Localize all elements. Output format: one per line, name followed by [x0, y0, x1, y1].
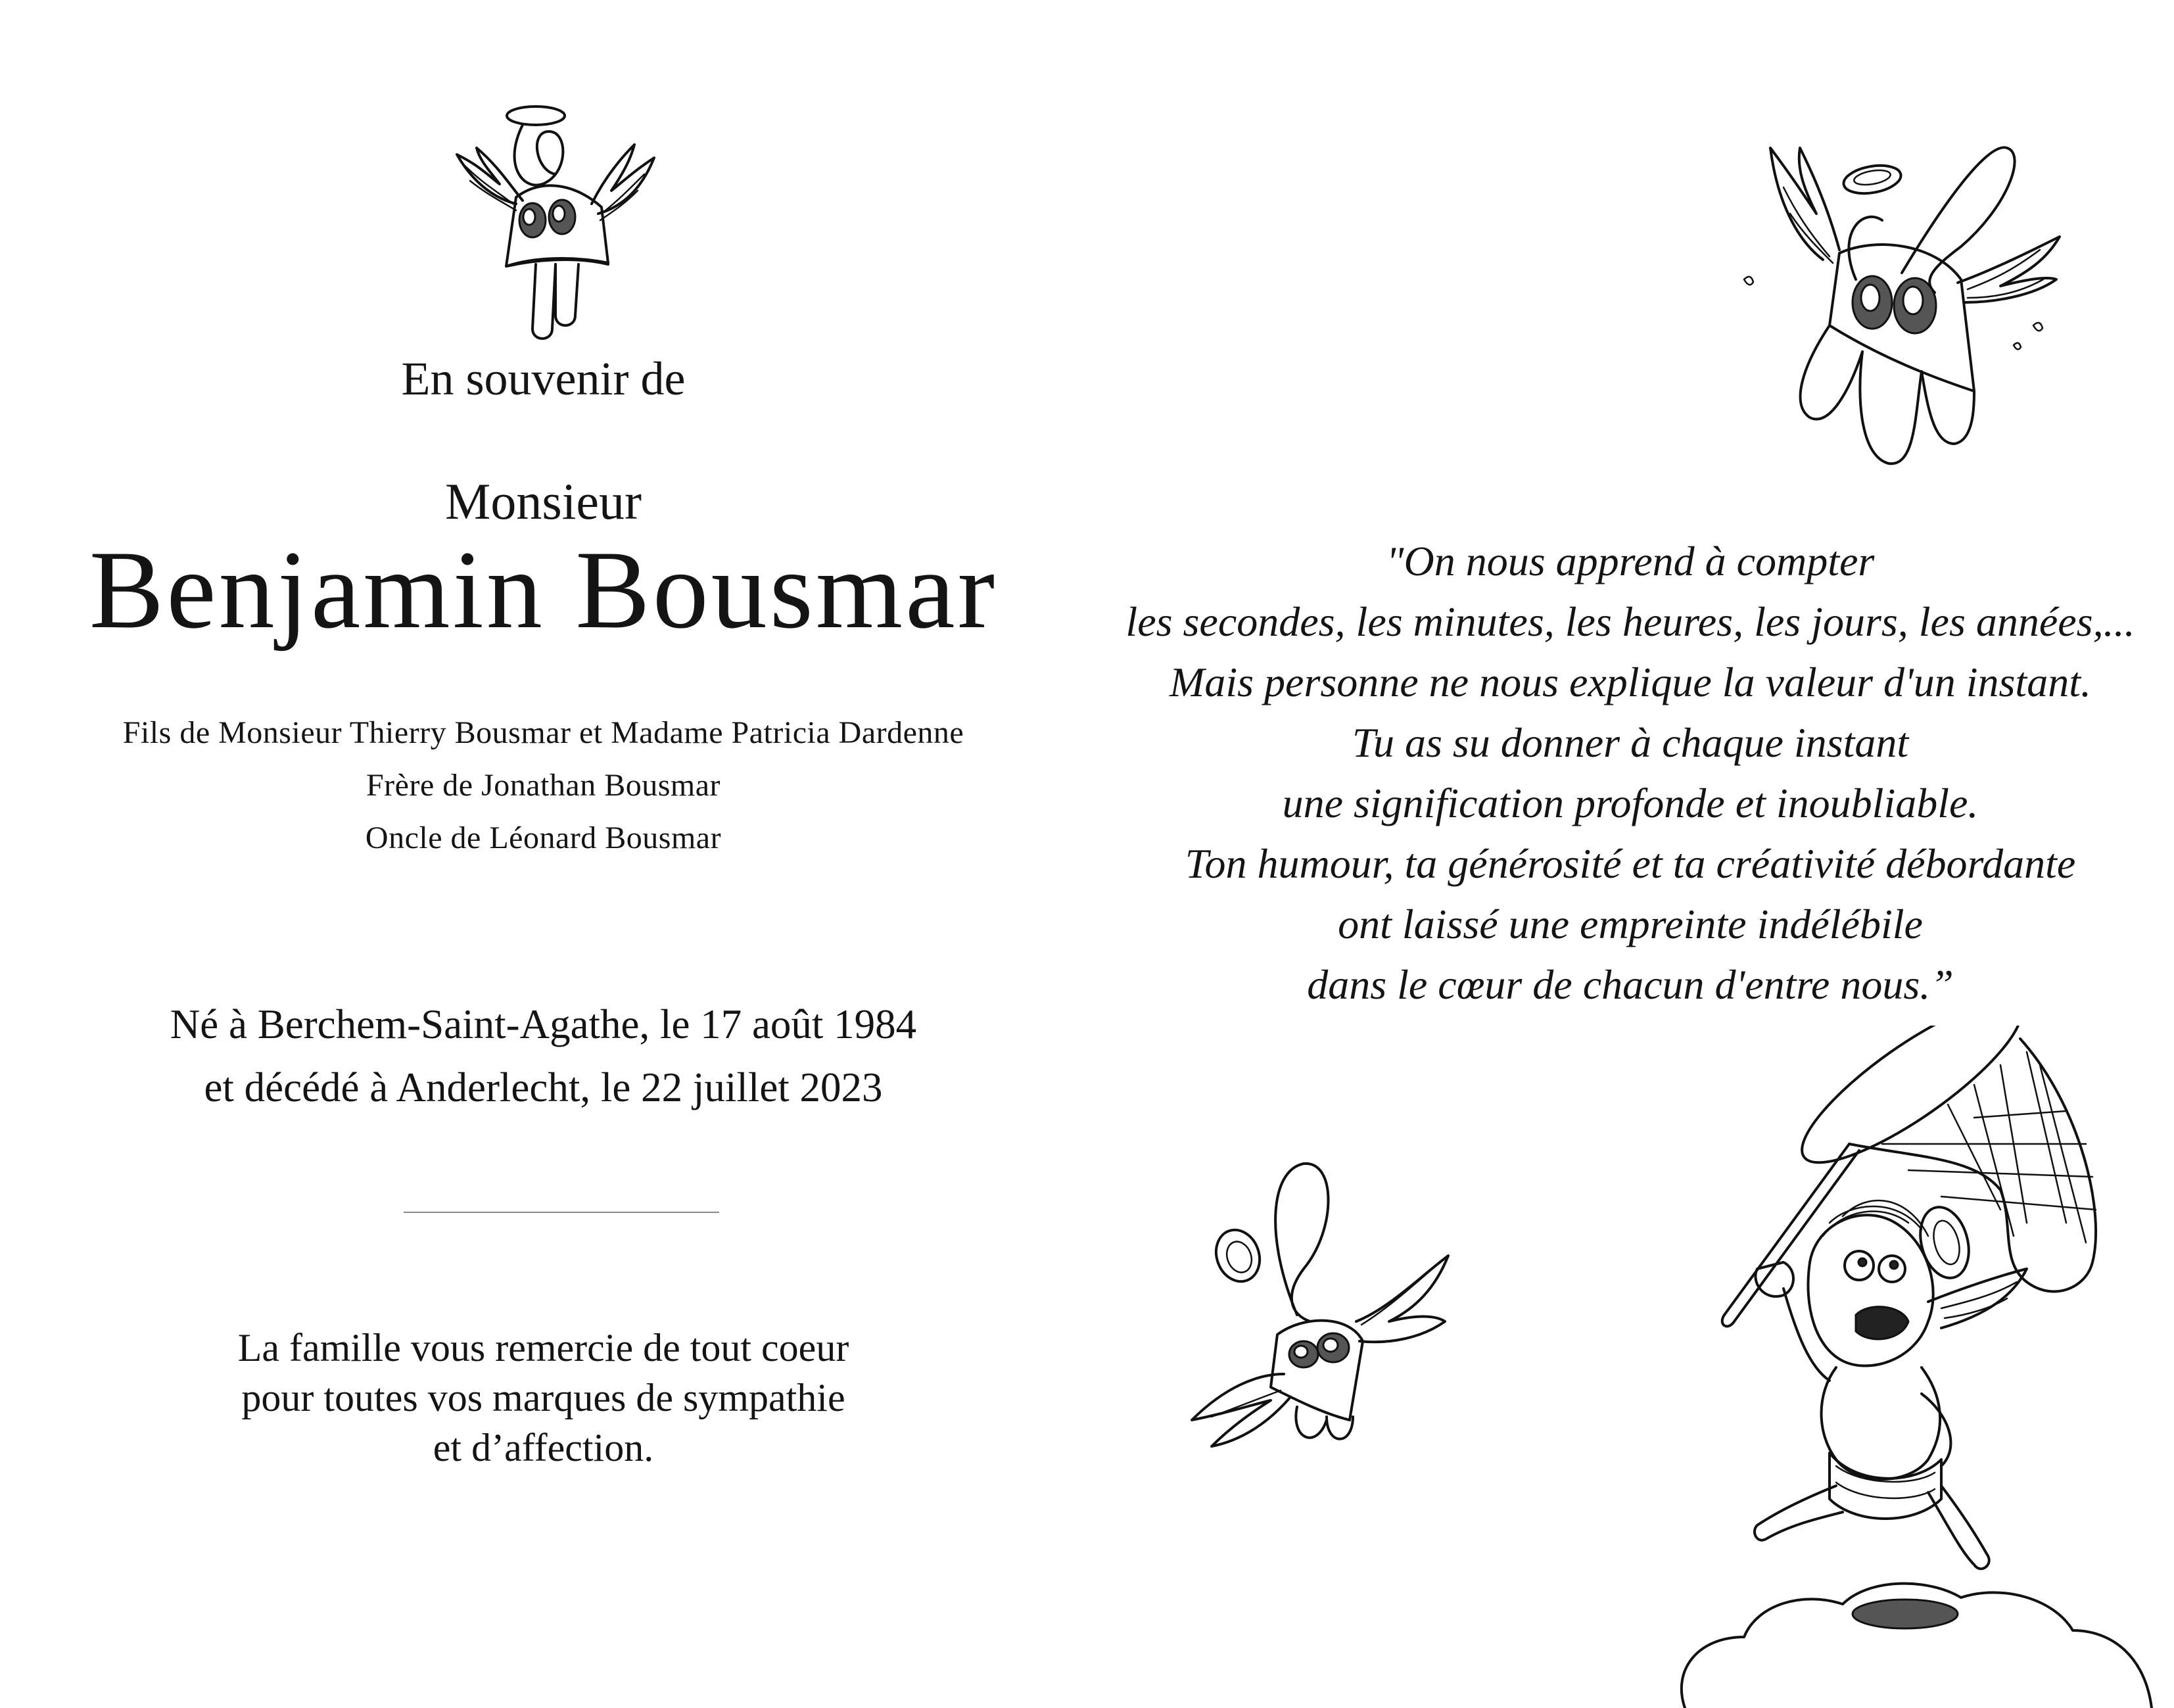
quote-line: les secondes, les minutes, les heures, les jours, les années,...: [1125, 598, 2135, 645]
angel-tooth-drawing: [444, 92, 664, 342]
quote-line: une signification profonde et inoubliable.: [1282, 780, 1979, 826]
quote-line: Ton humour, ta générosité et ta créativité débordante: [1185, 840, 2076, 887]
small-angel-tooth-drawing: [1185, 1157, 1461, 1453]
thanks-line: et d’affection.: [433, 1426, 654, 1469]
birth-line: Né à Berchem-Saint-Agathe, le 17 août 1984: [170, 1001, 917, 1047]
death-line: et décédé à Anderlecht, le 22 juillet 2023: [204, 1064, 883, 1110]
deceased-name: Benjamin Bousmar: [89, 528, 998, 652]
right-panel: [1087, 0, 2174, 1708]
memorial-quote: [1087, 531, 2174, 1015]
thanks-line: La famille vous remercie de tout coeur: [237, 1326, 849, 1369]
honorific: Monsieur: [445, 473, 642, 530]
divider-line: [404, 1212, 719, 1213]
quote-line: dans le cœur de chacun d'entre nous.”: [1307, 961, 1954, 1008]
birth-death-dates: [0, 993, 1087, 1119]
thanks-line: pour toutes vos marques de sympathie: [241, 1376, 845, 1419]
quote-line: Tu as su donner à chaque instant: [1352, 719, 1909, 766]
quote-line: ont laissé une empreinte indélébile: [1338, 901, 1923, 947]
cherub-with-net-on-cloud-drawing: [1632, 1026, 2174, 1708]
family-relations: [0, 707, 1087, 865]
quote-line: Mais personne ne nous explique la valeur d'un instant.: [1170, 659, 2091, 705]
intro-text: En souvenir de: [401, 352, 686, 405]
quote-line: "On nous apprend à compter: [1386, 538, 1875, 584]
flying-angel-tooth-drawing: [1724, 128, 2066, 496]
relation-line: Fils de Monsieur Thierry Bousmar et Madame Patricia Dardenne: [122, 715, 964, 750]
thanks-message: [0, 1323, 1087, 1473]
relation-line: Frère de Jonathan Bousmar: [366, 768, 721, 803]
relation-line: Oncle de Léonard Bousmar: [365, 820, 722, 855]
